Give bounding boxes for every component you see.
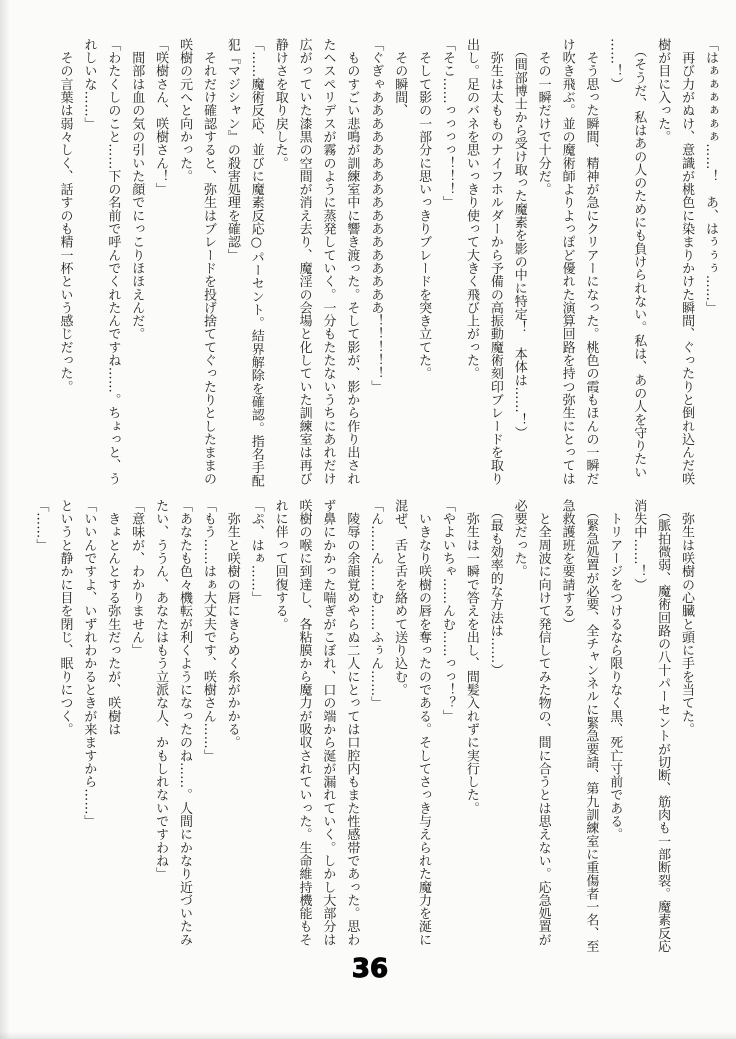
text-column: 「……」 — [33, 499, 49, 552]
page-number: 36 — [351, 954, 389, 984]
text-column: 咲樹の喉に到達し、各粘膜から魔力が吸収されていった。生命維持機能もそ — [296, 499, 312, 947]
text-column: 「……魔術反応、並びに魔素反応○パーセント。結界解除を確認。指名手配 — [248, 38, 264, 488]
text-column: （最も効率的な方法は……） — [487, 499, 503, 677]
text-column: いきなり咲樹の唇を奪ったのである。そしてさっき与えられた魔力を涎に — [416, 499, 432, 947]
text-column: 「やよいちゃ……んむ……っっ！？」 — [439, 499, 455, 723]
text-column: そう思った瞬間、精神が急にクリアーになった。桃色の霞もほんの一瞬だ — [583, 38, 599, 486]
text-column: 弥生は一瞬で答えを出し、間髪入れずに実行した。 — [463, 499, 479, 815]
text-column: 混ぜ、舌と舌を絡めて送り込む。 — [392, 499, 408, 697]
text-column: れに伴って回復する。 — [272, 499, 288, 631]
text-column: 犯『マジシャン』の殺害処理を確認」 — [224, 38, 240, 262]
text-column: 「もう……はぁ大丈夫です、咲樹さん……」 — [200, 499, 216, 762]
text-column: 「はぁぁぁぁぁぁ……！ あ、はぅぅぅ……」 — [703, 38, 718, 315]
text-column: ず鼻にかかった喘ぎがこぼれ、口の端から涎が漏れていく。しかし大部分は — [320, 499, 336, 947]
text-column: 急救護班を要請する） — [559, 499, 575, 631]
text-column: たい、ううん、あなたはもう立派な人、かもしれないですわね」 — [153, 499, 169, 881]
text-column: 「咲樹さん、咲樹さん！」 — [153, 38, 169, 196]
text-column: 「ぐぎゃあああああああああああああああああ！！！！！」 — [368, 38, 384, 394]
text-column: その言葉は弱々しく、話すのも精一杯という感じだった。 — [57, 38, 73, 394]
text-column: 静けさを取り戻した。 — [272, 38, 288, 170]
text-column: 弥生と咲樹の唇にきらめく糸がかかる。 — [224, 499, 240, 749]
text-column: 「あなたも色々機転が利くようになったのね……。人間にかなり近づいたみ — [176, 499, 192, 947]
text-column: 再び力がぬけ、意識が桃色に染まりかけた瞬間、ぐったりと倒れ込んだ咲 — [679, 38, 695, 486]
text-column: 咲樹の元へと向かった。 — [177, 38, 193, 183]
text-column: 弥生は咲樹の心臓と頭に手を当てた。 — [679, 499, 694, 736]
text-column: 弥生は太もものナイフホルダーから予備の高振動魔術刻印ブレードを取り — [487, 38, 503, 486]
text-column: 出し。足のバネを思いっきり使って大きく飛び上がった。 — [463, 38, 479, 380]
text-column: というと静かに目を閉じ、眠りにつく。 — [57, 499, 73, 736]
text-column: 必要だった。 — [511, 499, 527, 578]
text-column: 「ぷ、はぁ……」 — [248, 499, 264, 605]
text-column: 「わたくしのこと……下の名前で呼んでくれたんですね……。ちょっと、う — [105, 38, 121, 486]
text-column: 陵辱の余韻覚めやらぬ二人にとっては口腔内もまた性感帯であった。思わ — [344, 499, 360, 947]
text-column: それだけ確認すると、弥生はブレードを投げ捨ててぐったりとしたままの — [200, 38, 216, 486]
text-column: 「ん……ん……む……ふぅん……」 — [368, 499, 384, 710]
text-column: ものすごい悲鳴が訓練室中に響き渡った。そして影が、影から作り出され — [344, 38, 360, 486]
text-column: 広がっていた漆黒の空間が消え去り、魔淫の会場と化していた訓練室は再び — [296, 38, 312, 486]
text-column: きょとんとする弥生だったが、咲樹は — [105, 499, 121, 736]
text-column: そして影の一部分に思いっきりブレードを突き立てた。 — [416, 38, 432, 380]
text-column: け吹き飛ぶ。並の魔術師よりよっぽど優れた演算回路を持つ弥生にとっては — [559, 38, 575, 486]
text-column: ……！） — [607, 38, 623, 91]
text-column: 「そこ……っっっっ！！！」 — [440, 38, 456, 209]
text-column: その一瞬だけで十分だ。 — [535, 38, 551, 196]
text-column: 「いいんですよ、いずれわかるときが来ますから……」 — [81, 499, 97, 828]
text-column: （脈拍微弱、魔術回路の八十パーセントが切断、筋肉も一部断裂。魔素反応 — [655, 499, 671, 953]
text-column: （緊急処置が必要、全チャンネルに緊急要請、第九訓練室に重傷者一名、至 — [583, 499, 599, 953]
text-column: （そうだ、私はあの人のためにも負けられない。私は、あの人を守りたい — [631, 38, 647, 479]
text-column: その瞬間、 — [392, 38, 408, 117]
text-column: たヘスペリデスが霧のように蒸発していく。一分もたたないうちにあれだけ — [320, 38, 336, 486]
text-column: れしいな……」 — [81, 38, 97, 131]
text-column: （間部博士から受け取った魔素を影の中に特定！ 本体は……！） — [511, 38, 527, 440]
text-column: 「意味が、わかりません」 — [129, 499, 145, 657]
text-column: と全周波に向けて発信してみた物の、間に合うとは思えない。応急処置が — [535, 499, 551, 947]
top-text-block — [46, 38, 722, 500]
text-column: トリアージをつけるなら限りなく黒、死亡寸前である。 — [607, 499, 623, 841]
text-column: 樹が目に入った。 — [655, 38, 671, 144]
bottom-text-block — [22, 499, 698, 961]
text-column: 消失中……！） — [631, 499, 647, 592]
text-column: 間部は血の気の引いた顔でにっこりほほえんだ。 — [129, 38, 145, 341]
